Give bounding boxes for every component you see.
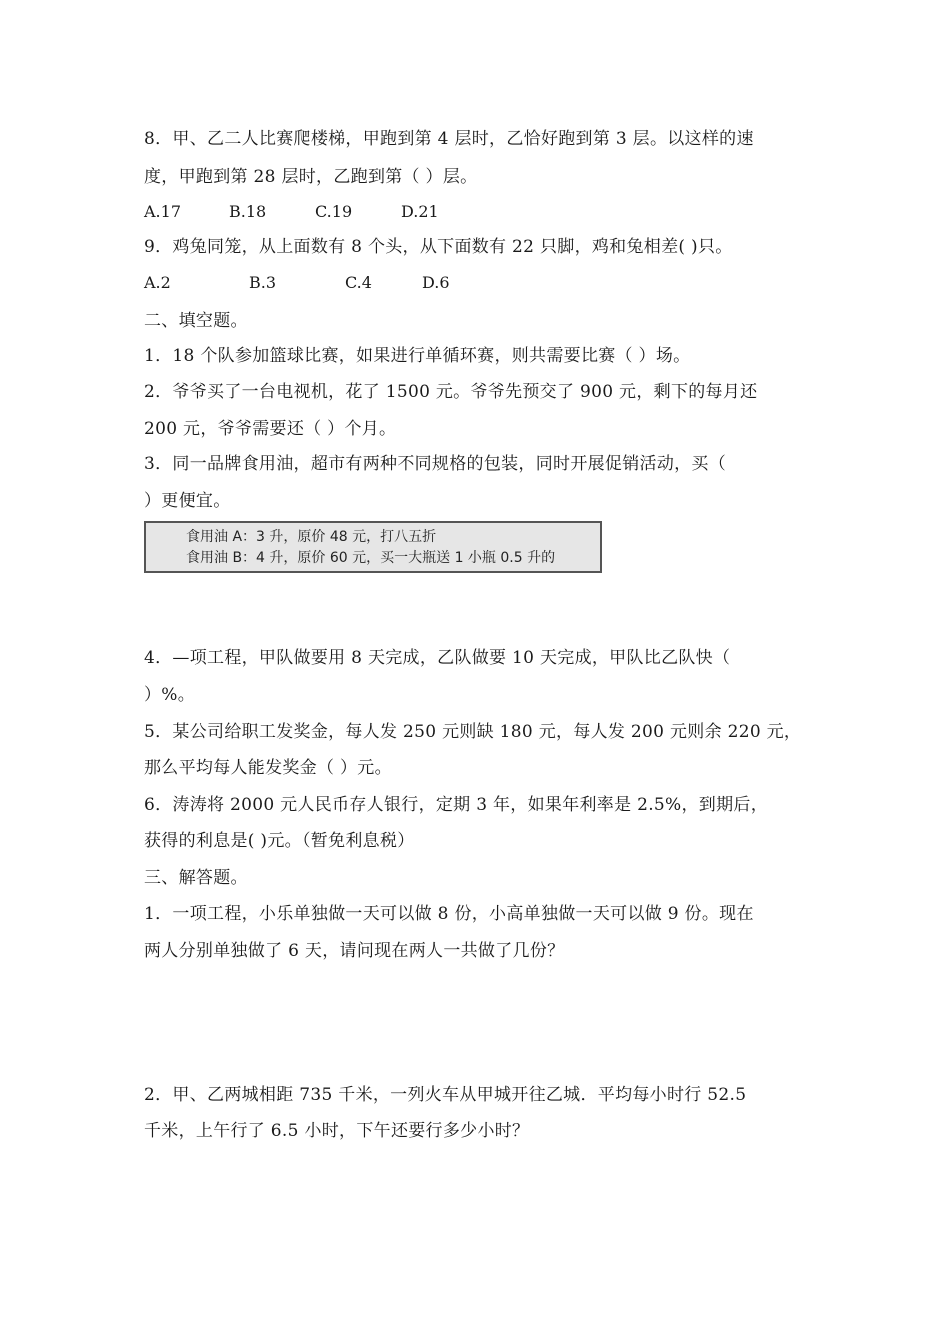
oil-a-text: 食用油 A：3 升，原价 48 元，打八五折 [186, 529, 437, 545]
oil-promo-box [144, 521, 602, 573]
section2-q5-line2: 那么平均每人能发奖金（ ）元。 [144, 758, 392, 778]
q9-option-b: B.3 [249, 273, 277, 292]
section2-q6-line2: 获得的利息是( )元。（暂免利息税） [144, 831, 415, 851]
oil-b-text: 食用油 B：4 升，原价 60 元，买一大瓶送 1 小瓶 0.5 升的 [186, 550, 556, 566]
q8-option-b: B.18 [229, 202, 267, 221]
q9-option-a: A.2 [144, 273, 171, 292]
section3-q2-line1: 2．甲、乙两城相距 735 千米，一列火车从甲城开往乙城．平均每小时行 52.5 [144, 1085, 747, 1105]
section2-q2-line2: 200 元，爷爷需要还（ ）个月。 [144, 419, 397, 439]
section2-title: 二、填空题。 [144, 311, 248, 331]
q8-option-d: D.21 [401, 202, 439, 221]
section2-q6-line1: 6．涛涛将 2000 元人民币存人银行，定期 3 年，如果年利率是 2.5%，到期后， [144, 795, 769, 815]
q8-option-a: A.17 [144, 202, 181, 221]
section2-q3-line2: ）更便宜。 [144, 491, 231, 511]
q9-options [144, 272, 450, 294]
q9-line1: 9．鸡兔同笼，从上面数有 8 个头，从下面数有 22 只脚，鸡和兔相差( )只。 [144, 237, 733, 257]
section3-q1-line1: 1．一项工程，小乐单独做一天可以做 8 份，小高单独做一天可以做 9 份。现在 [144, 904, 754, 924]
q8-option-c: C.19 [315, 202, 353, 221]
section2-q5-line1: 5．某公司给职工发奖金，每人发 250 元则缺 180 元，每人发 200 元则余 220 元， [144, 722, 802, 742]
q9-option-d: D.6 [422, 273, 450, 292]
section3-title: 三、解答题。 [144, 868, 248, 888]
section2-q4-line2: ）%。 [144, 685, 196, 705]
q8-options [144, 201, 439, 223]
section3-q1-line2: 两人分别单独做了 6 天，请问现在两人一共做了几份？ [144, 941, 565, 961]
section2-q2-line1: 2．爷爷买了一台电视机，花了 1500 元。爷爷先预交了 900 元，剩下的每月还 [144, 382, 758, 402]
section2-q4-line1: 4．—项工程，甲队做要用 8 天完成，乙队做要 10 天完成，甲队比乙队快（ [144, 648, 731, 668]
section3-q2-line2: 千米，上午行了 6.5 小时，下午还要行多少小时？ [144, 1121, 530, 1141]
q9-option-c: C.4 [345, 273, 372, 292]
q8-line2: 度，甲跑到第 28 层时，乙跑到第（ ）层。 [144, 167, 478, 187]
section2-q3-line1: 3．同一品牌食用油，超市有两种不同规格的包装，同时开展促销活动，买（ [144, 454, 727, 474]
q8-line1: 8．甲、乙二人比赛爬楼梯，甲跑到第 4 层时，乙恰好跑到第 3 层。以这样的速 [144, 129, 754, 149]
section2-q1: 1．18 个队参加篮球比赛，如果进行单循环赛，则共需要比赛（ ）场。 [144, 346, 691, 366]
